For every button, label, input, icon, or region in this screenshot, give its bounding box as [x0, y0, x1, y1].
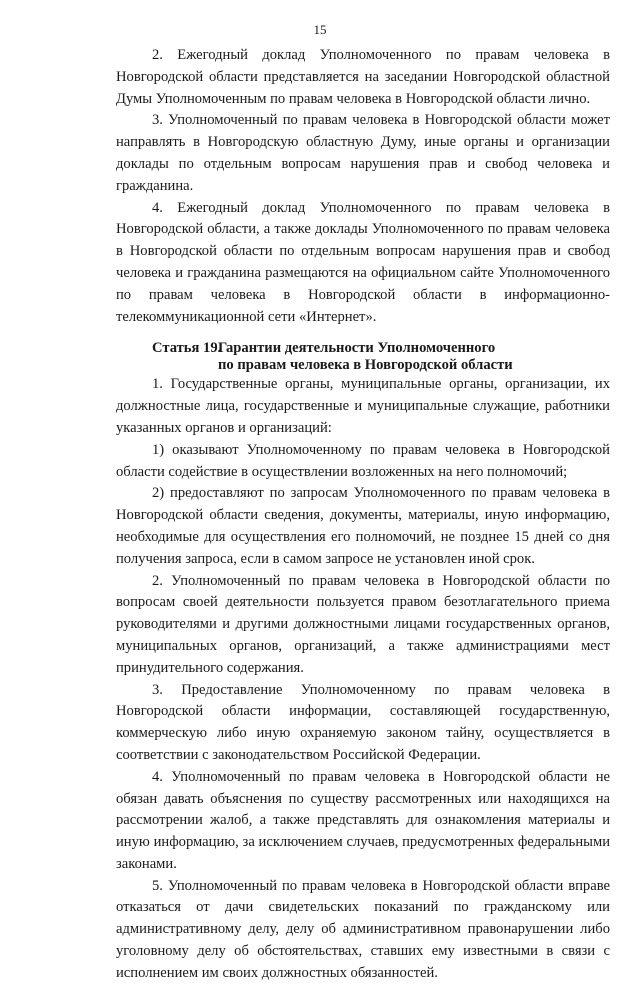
- article-heading: [116, 340, 610, 374]
- paragraph-subitem-1: 1) оказывают Уполномоченному по правам человека в Новгородской области содействие в осуществлении возложенных на него полномочий;: [116, 441, 610, 480]
- paragraph-article-item-5: 5. Уполномоченный по правам человека в Новгородской области вправе отказаться от дачи свидетельских показаний по гражданскому или административному делу, делу об административном правонарушении либо уголовному делу об обстоятельствах, ставших ему известными в связи с исполнением им своих должностных обязанностей.: [116, 877, 610, 981]
- paragraph-article-item-3: 3. Предоставление Уполномоченному по правам человека в Новгородской области информации, составляющей государственную, коммерческую либо иную охраняемую законом тайну, осуществляется в соответствии с законодательством Российской Федерации.: [116, 681, 610, 763]
- paragraph-special-reports: 3. Уполномоченный по правам человека в Новгородской области может направлять в Новгородскую областную Думу, иные органы и организации доклады по отдельным вопросам нарушения прав и свобод человека и гражданина.: [116, 112, 610, 194]
- page-number: 15: [313, 22, 327, 37]
- paragraph-report-publication: 4. Ежегодный доклад Уполномоченного по правам человека в Новгородской области, а также доклады Уполномоченного по правам человека в Новгородской области по отдельным вопросам нарушения прав и свобод человека и гражданина размещаются на официальном сайте Уполномоченного по правам человека в Новгородской области в информационно-телекоммуникационной сети «Интернет».: [116, 199, 610, 325]
- article-title: [218, 340, 610, 374]
- article-title-line-1: Гарантии деятельности Уполномоченного: [218, 340, 496, 357]
- article-title-line-2: по правам человека в Новгородской области: [218, 357, 513, 374]
- paragraph-article-item-1: 1. Государственные органы, муниципальные органы, организации, их должностные лица, государственные и муниципальные служащие, работники указанных органов и организаций:: [116, 376, 610, 436]
- paragraph-report-presentation: 2. Ежегодный доклад Уполномоченного по правам человека в Новгородской области представляется на заседании Новгородской областной Думы Уполномоченным по правам человека в Новгородской области лично.: [116, 47, 610, 107]
- paragraph-subitem-2: 2) предоставляют по запросам Уполномоченного по правам человека в Новгородской области сведения, документы, материалы, иную информацию, необходимые для осуществления его полномочий, не позднее 15 дней со дня получения запроса, если в самом запросе не установлен иной срок.: [116, 485, 610, 567]
- article-number: Статья 19.: [152, 340, 222, 357]
- paragraph-article-item-2: 2. Уполномоченный по правам человека в Новгородской области по вопросам своей деятельности пользуется правом безотлагательного приема руководителями и другими должностными лицами государственных органов, муниципальных органов, организаций, а также администрациями мест принудительного содержания.: [116, 572, 610, 676]
- paragraph-article-item-4: 4. Уполномоченный по правам человека в Новгородской области не обязан давать объяснения по существу рассмотренных или находящихся на рассмотрении жалоб, а также представлять для ознакомления материалы и иную информацию, за исключением случаев, предусмотренных федеральными законами.: [116, 768, 610, 872]
- document-body: [116, 45, 610, 985]
